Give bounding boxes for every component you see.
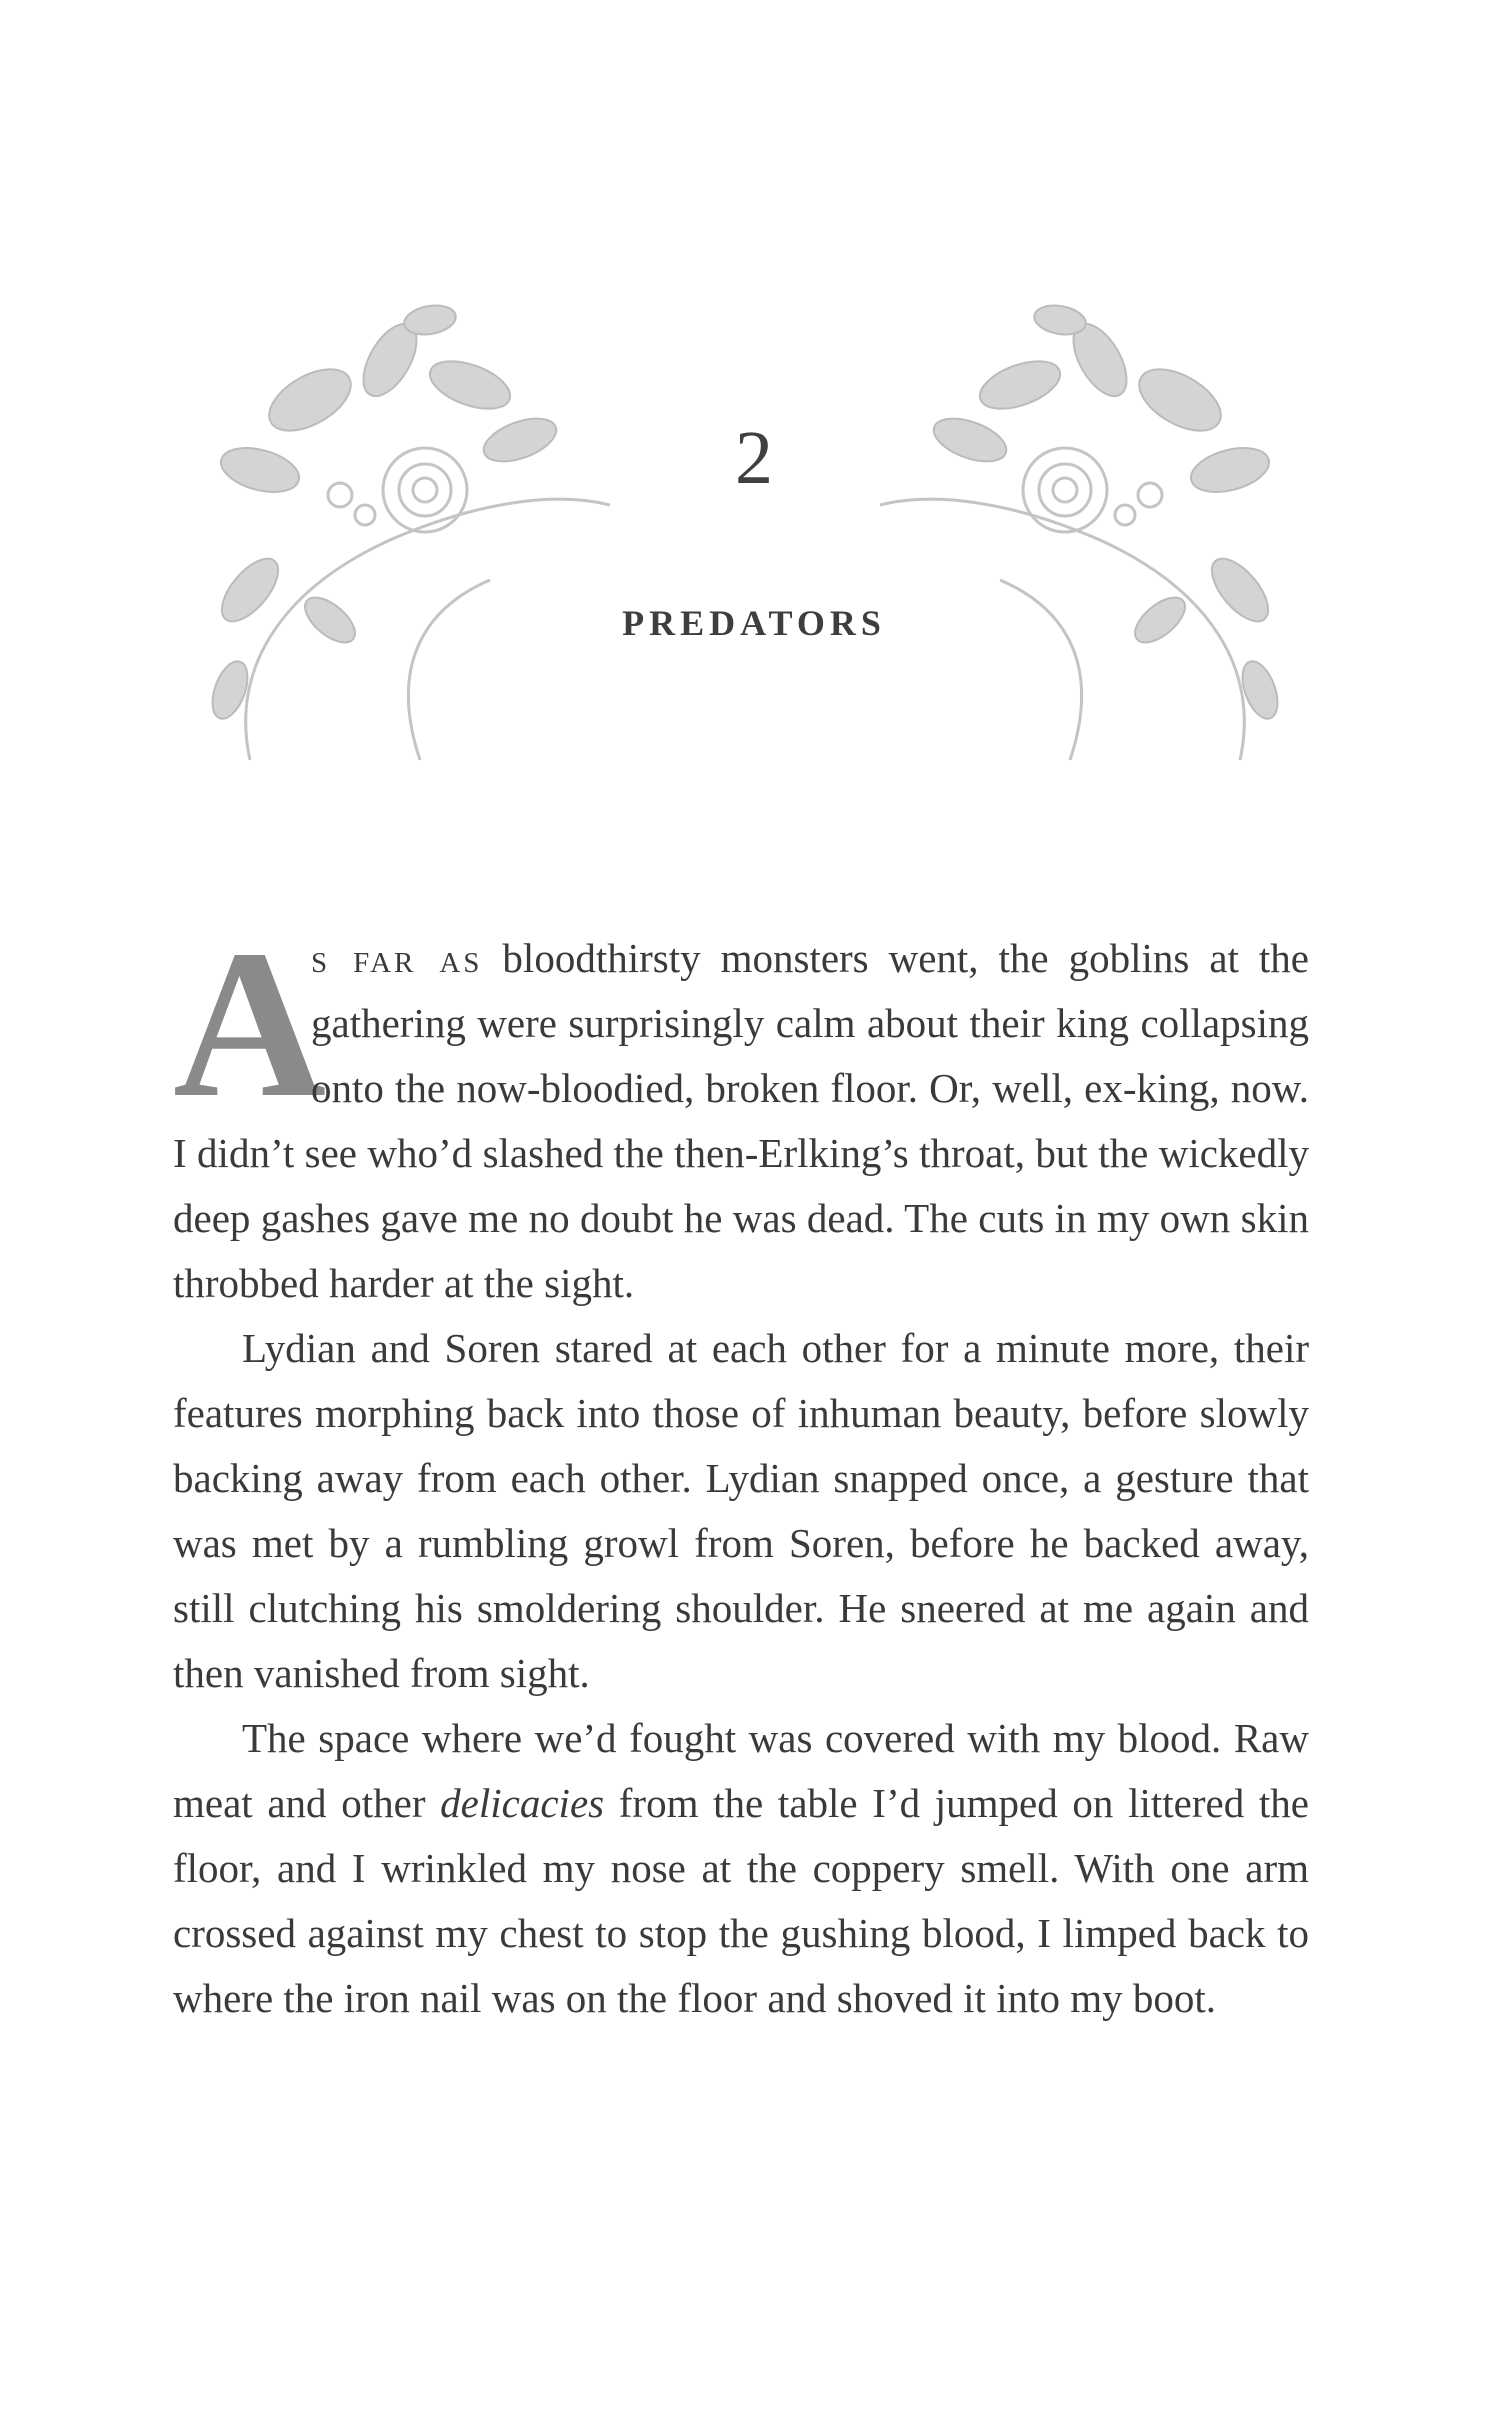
chapter-body xyxy=(173,906,1310,2031)
lead-in: s far as xyxy=(311,935,483,981)
paragraph-3-text-a: The space where we’d fought was covered with my blood. Raw meat and other xyxy=(173,1715,1309,1826)
paragraph-3-text-b: from the table I’d jumped on littered the floor, and I wrinkled my nose at the coppery smell. With one arm crossed against my chest to stop the gushing blood, I limped back to where the iron nail was on the floor and shoved it into my boot. xyxy=(173,1780,1310,2021)
paragraph-2: Lydian and Soren stared at each other for a minute more, their features morphing back into those of inhuman beauty, before slowly backing away from each other. Lydian snapped once, a gesture that was met by a rumbling growl from Soren, before he backed away, still clutching his smoldering shoulder. He sneered at me again and then vanished from sight. xyxy=(173,1325,1309,1696)
paragraph-1-text: bloodthirsty monsters went, the goblins at the gathering were surprisingly calm about their king collapsing onto the now-bloodied, broken floor. Or, well, ex-king, now. I didn’t see who’d slashed the then-Erlking’s throat, but the wickedly deep gashes gave me no doubt he was dead. The cuts in my own skin throbbed harder at the sight. xyxy=(173,935,1309,1306)
chapter-number: 2 xyxy=(735,416,773,500)
chapter-title: PREDATORS xyxy=(622,603,886,643)
leaf-ornament-right xyxy=(880,290,1300,770)
paragraph-1 xyxy=(173,906,1309,1316)
leaf-ornament-left xyxy=(190,290,610,770)
paragraph-3-emphasis: delicacies xyxy=(440,1780,605,1826)
paragraph-3 xyxy=(173,1706,1309,2031)
drop-cap: A xyxy=(173,906,327,1141)
